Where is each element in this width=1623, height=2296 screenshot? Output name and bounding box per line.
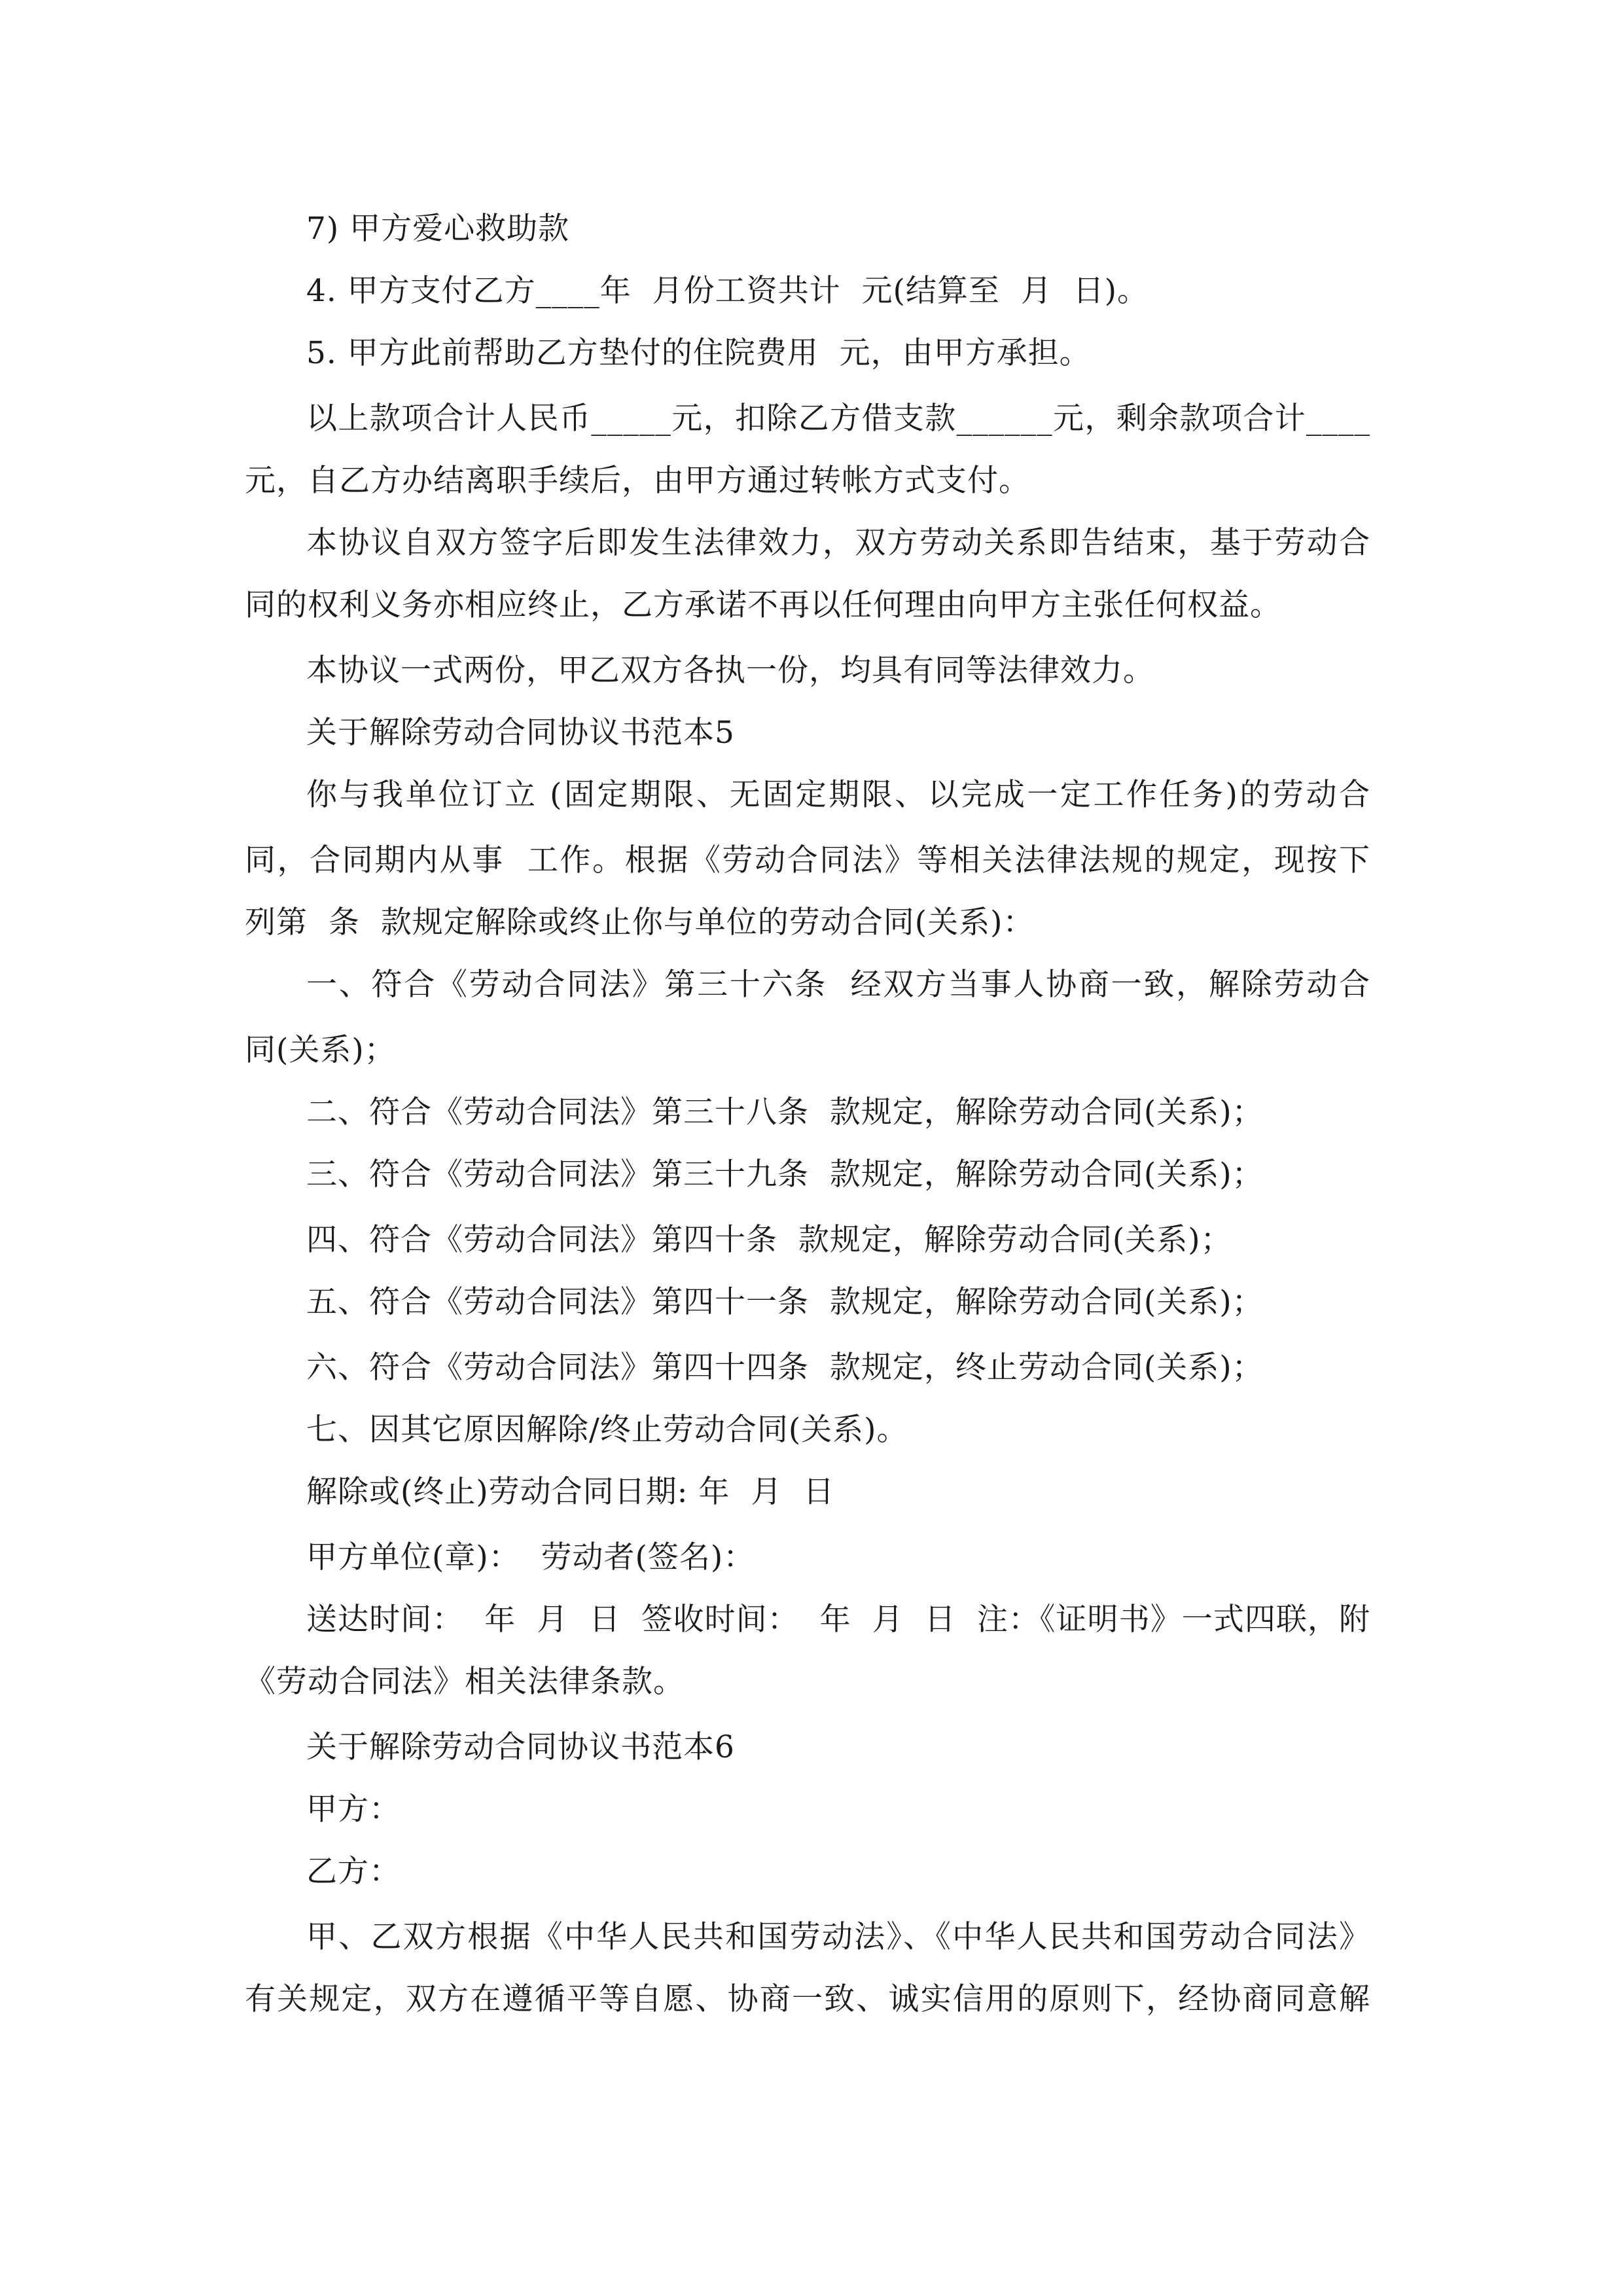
- text-line: 三、符合《劳动合同法》第三十九条 款规定，解除劳动合同(关系)；: [306, 1157, 1264, 1193]
- text-line: 同，合同期内从事 工作。根据《劳动合同法》等相关法律法规的规定，现按下: [245, 842, 1370, 878]
- text-line: 同的权利义务亦相应终止，乙方承诺不再以任何理由向甲方主张任何权益。: [245, 587, 1281, 623]
- section-heading: 关于解除劳动合同协议书范本5: [306, 715, 735, 751]
- text-line: 元，自乙方办结离职手续后，由甲方通过转帐方式支付。: [245, 463, 1030, 499]
- text-line: 同(关系)；: [245, 1032, 396, 1068]
- text-line: 以上款项合计人民币_____元，扣除乙方借支款______元，剩余款项合计____: [306, 401, 1370, 437]
- text-line: 七、因其它原因解除/终止劳动合同(关系)。: [306, 1412, 908, 1448]
- text-line: 五、符合《劳动合同法》第四十一条 款规定，解除劳动合同(关系)；: [306, 1284, 1264, 1320]
- text-line: 二、符合《劳动合同法》第三十八条 款规定，解除劳动合同(关系)；: [306, 1094, 1264, 1130]
- section-heading: 关于解除劳动合同协议书范本6: [306, 1729, 735, 1765]
- text-line: 甲方：: [306, 1791, 401, 1827]
- text-line: 本协议一式两份，甲乙双方各执一份，均具有同等法律效力。: [306, 653, 1154, 689]
- text-line: 甲、乙双方根据《中华人民共和国劳动法》、《中华人民共和国劳动合同法》: [306, 1919, 1370, 1955]
- text-line: 你与我单位订立 (固定期限、无固定期限、以完成一定工作任务)的劳动合: [306, 777, 1370, 813]
- text-line: 送达时间： 年 月 日 签收时间： 年 月 日 注：《证明书》一式四联，附: [306, 1602, 1370, 1638]
- text-line: 4. 甲方支付乙方____年 月份工资共计 元(结算至 月 日)。: [306, 273, 1149, 309]
- text-line: 本协议自双方签字后即发生法律效力，双方劳动关系即告结束，基于劳动合: [306, 525, 1370, 561]
- text-line: 有关规定，双方在遵循平等自愿、协商一致、诚实信用的原则下，经协商同意解: [245, 1981, 1370, 2017]
- text-line: 四、符合《劳动合同法》第四十条 款规定，解除劳动合同(关系)；: [306, 1222, 1232, 1258]
- text-line: 5. 甲方此前帮助乙方垫付的住院费用 元，由甲方承担。: [306, 335, 1091, 371]
- text-line: 《劳动合同法》相关法律条款。: [245, 1664, 685, 1700]
- text-line: 解除或(终止)劳动合同日期: 年 月 日: [306, 1474, 835, 1510]
- text-line: 六、符合《劳动合同法》第四十四条 款规定，终止劳动合同(关系)；: [306, 1350, 1264, 1386]
- text-line: 7) 甲方爱心救助款: [306, 211, 570, 247]
- text-line: 列第 条 款规定解除或终止你与单位的劳动合同(关系)：: [245, 905, 1035, 941]
- text-line: 一、符合《劳动合同法》第三十六条 经双方当事人协商一致，解除劳动合: [306, 967, 1370, 1003]
- text-line: 乙方：: [306, 1854, 401, 1890]
- text-line: 甲方单位(章)： 劳动者(签名)：: [306, 1539, 755, 1575]
